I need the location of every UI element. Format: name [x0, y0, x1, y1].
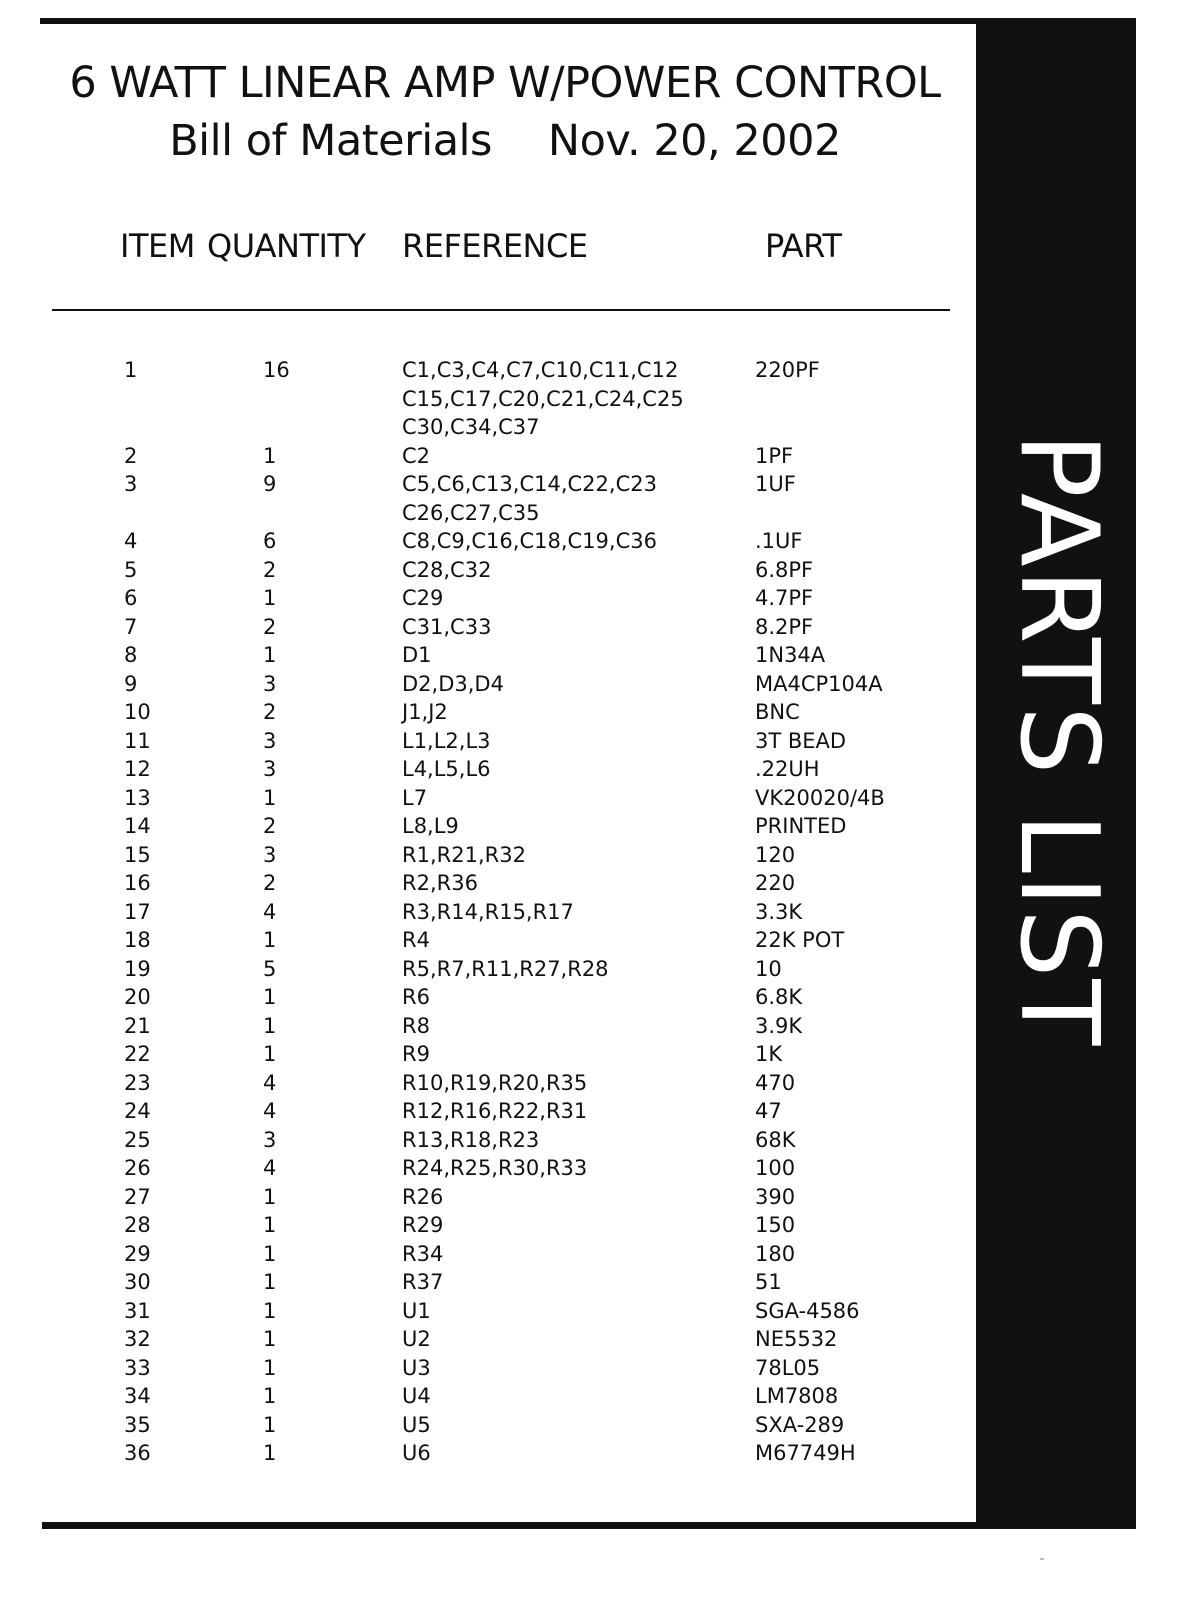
- cell-part: MA4CP104A: [755, 671, 883, 696]
- table-row: [0, 641, 970, 670]
- cell-reference: [402, 1183, 970, 1212]
- cell-item: 35: [124, 1412, 151, 1437]
- cell-quantity: 16: [263, 358, 290, 382]
- cell-part: LM7808: [755, 1384, 839, 1408]
- reference-line: L8,L9: [402, 814, 459, 838]
- table-row: [0, 556, 970, 585]
- cell-quantity: 2: [263, 700, 277, 724]
- reference-line: L4,L5,L6: [402, 757, 491, 781]
- table-row: [0, 1040, 970, 1069]
- cell-quantity: 4: [263, 1099, 277, 1123]
- header-divider: [52, 309, 950, 311]
- table-row: [0, 727, 970, 756]
- cell-item: 30: [124, 1270, 151, 1294]
- cell-item: 23: [124, 1070, 151, 1095]
- table-row: [0, 1325, 970, 1354]
- cell-quantity: 4: [263, 899, 277, 924]
- cell-item: 9: [124, 671, 138, 696]
- cell-item: 3: [124, 472, 138, 496]
- cell-reference: [402, 1268, 970, 1297]
- reference-line: C29: [402, 586, 444, 610]
- cell-reference: [402, 727, 970, 756]
- cell-quantity: 3: [263, 1127, 277, 1152]
- cell-part: BNC: [755, 700, 800, 724]
- cell-part: 1N34A: [755, 643, 826, 667]
- cell-part: 51: [755, 1270, 782, 1294]
- cell-part: 6.8PF: [755, 557, 814, 582]
- cell-part: 8.2PF: [755, 614, 814, 639]
- cell-quantity: 3: [263, 757, 277, 781]
- cell-reference: [402, 1012, 970, 1041]
- cell-reference: [402, 1126, 970, 1155]
- cell-quantity: 2: [263, 614, 277, 639]
- cell-reference: [402, 898, 970, 927]
- reference-line: C30,C34,C37: [402, 415, 540, 439]
- reference-line: D2,D3,D4: [402, 671, 504, 696]
- cell-quantity: 2: [263, 557, 277, 582]
- cell-part: SGA-4586: [755, 1298, 860, 1323]
- document-subtitle: [50, 116, 960, 166]
- table-row: [0, 1240, 970, 1269]
- cell-reference: [402, 1354, 970, 1383]
- cell-quantity: 1: [263, 1412, 277, 1437]
- reference-line: R4: [402, 928, 430, 952]
- cell-part: 150: [755, 1213, 796, 1237]
- cell-quantity: 1: [263, 785, 277, 810]
- cell-quantity: 1: [263, 1184, 277, 1209]
- cell-quantity: 1: [263, 1327, 277, 1351]
- reference-line: L7: [402, 785, 428, 810]
- cell-quantity: 9: [263, 472, 277, 496]
- cell-reference: [402, 1411, 970, 1440]
- cell-quantity: 1: [263, 1241, 277, 1266]
- reference-line: R29: [402, 1213, 444, 1237]
- cell-part: 47: [755, 1099, 782, 1123]
- cell-item: 32: [124, 1327, 151, 1351]
- cell-part: 1K: [755, 1042, 783, 1066]
- cell-reference: [402, 356, 970, 442]
- cell-part: 10: [755, 956, 782, 981]
- cell-part: 220: [755, 871, 796, 895]
- reference-line: U2: [402, 1327, 431, 1351]
- reference-line: C5,C6,C13,C14,C22,C23: [402, 472, 657, 496]
- cell-quantity: 1: [263, 1270, 277, 1294]
- reference-line: C28,C32: [402, 557, 492, 582]
- table-row: [0, 470, 970, 527]
- reference-line: C1,C3,C4,C7,C10,C11,C12: [402, 358, 679, 382]
- reference-line: R10,R19,R20,R35: [402, 1070, 588, 1095]
- cell-item: 13: [124, 785, 151, 810]
- cell-part: 220PF: [755, 358, 820, 382]
- reference-line: C2: [402, 443, 431, 468]
- reference-line: R3,R14,R15,R17: [402, 899, 574, 924]
- reference-line: R2,R36: [402, 871, 478, 895]
- cell-item: 14: [124, 814, 151, 838]
- cell-reference: [402, 955, 970, 984]
- cell-reference: [402, 1439, 970, 1468]
- cell-part: 3.3K: [755, 899, 803, 924]
- reference-line: U5: [402, 1412, 431, 1437]
- cell-item: 6: [124, 586, 138, 610]
- table-row: [0, 1439, 970, 1468]
- reference-line: R24,R25,R30,R33: [402, 1156, 588, 1180]
- cell-item: 12: [124, 757, 151, 781]
- table-row: [0, 670, 970, 699]
- table-row: [0, 955, 970, 984]
- cell-item: 24: [124, 1099, 151, 1123]
- cell-part: .1UF: [755, 529, 803, 553]
- reference-line: R6: [402, 985, 430, 1009]
- cell-reference: [402, 1211, 970, 1240]
- cell-reference: [402, 983, 970, 1012]
- table-row: [0, 1069, 970, 1098]
- cell-quantity: 6: [263, 529, 277, 553]
- table-row: [0, 1211, 970, 1240]
- cell-reference: [402, 1154, 970, 1183]
- cell-quantity: 1: [263, 1355, 277, 1380]
- table-row: [0, 442, 970, 471]
- table-row: [0, 1268, 970, 1297]
- cell-part: 390: [755, 1184, 796, 1209]
- cell-item: 34: [124, 1384, 151, 1408]
- reference-line: R37: [402, 1270, 444, 1294]
- table-row: [0, 356, 970, 442]
- cell-part: 100: [755, 1156, 796, 1180]
- reference-line: R8: [402, 1013, 430, 1038]
- cell-item: 11: [124, 728, 151, 753]
- reference-line: R9: [402, 1042, 430, 1066]
- cell-quantity: 1: [263, 586, 277, 610]
- table-row: [0, 1126, 970, 1155]
- cell-part: 3T BEAD: [755, 728, 847, 753]
- document-date: Nov. 20, 2002: [547, 116, 841, 166]
- cell-reference: [402, 1240, 970, 1269]
- table-row: [0, 1012, 970, 1041]
- table-row: [0, 755, 970, 784]
- cell-reference: [402, 470, 970, 527]
- cell-item: 16: [124, 871, 151, 895]
- cell-quantity: 5: [263, 956, 277, 981]
- cell-item: 36: [124, 1441, 151, 1465]
- table-row: [0, 527, 970, 556]
- top-border-rule: [40, 18, 1136, 24]
- cell-quantity: 3: [263, 728, 277, 753]
- cell-part: M67749H: [755, 1441, 856, 1465]
- cell-quantity: 1: [263, 1213, 277, 1237]
- cell-part: 68K: [755, 1127, 796, 1152]
- cell-quantity: 4: [263, 1156, 277, 1180]
- subtitle-label: Bill of Materials: [169, 116, 492, 166]
- cell-reference: [402, 784, 970, 813]
- scan-speck: [1040, 1558, 1044, 1560]
- cell-part: .22UH: [755, 757, 820, 781]
- cell-reference: [402, 1382, 970, 1411]
- reference-line: U4: [402, 1384, 431, 1408]
- reference-line: C15,C17,C20,C21,C24,C25: [402, 386, 684, 411]
- cell-item: 20: [124, 985, 151, 1009]
- cell-item: 31: [124, 1298, 151, 1323]
- document-title: 6 WATT LINEAR AMP W/POWER CONTROL: [69, 58, 941, 108]
- reference-line: R12,R16,R22,R31: [402, 1099, 588, 1123]
- cell-part: 78L05: [755, 1355, 821, 1380]
- cell-reference: [402, 556, 970, 585]
- cell-quantity: 2: [263, 814, 277, 838]
- table-row: [0, 784, 970, 813]
- reference-line: C26,C27,C35: [402, 500, 540, 525]
- table-row: [0, 1382, 970, 1411]
- cell-quantity: 1: [263, 1013, 277, 1038]
- cell-part: 180: [755, 1241, 796, 1266]
- cell-item: 1: [124, 358, 138, 382]
- table-row: [0, 613, 970, 642]
- table-row: [0, 1411, 970, 1440]
- reference-line: L1,L2,L3: [402, 728, 491, 753]
- cell-quantity: 2: [263, 871, 277, 895]
- cell-quantity: 1: [263, 1298, 277, 1323]
- reference-line: R26: [402, 1184, 444, 1209]
- cell-quantity: 3: [263, 671, 277, 696]
- cell-part: 4.7PF: [755, 586, 814, 610]
- cell-reference: [402, 670, 970, 699]
- cell-reference: [402, 869, 970, 898]
- cell-reference: [402, 1097, 970, 1126]
- cell-item: 8: [124, 643, 138, 667]
- cell-part: PRINTED: [755, 814, 847, 838]
- cell-reference: [402, 812, 970, 841]
- table-row: [0, 1297, 970, 1326]
- cell-quantity: 3: [263, 842, 277, 867]
- cell-item: 27: [124, 1184, 151, 1209]
- cell-item: 22: [124, 1042, 151, 1066]
- cell-quantity: 1: [263, 1042, 277, 1066]
- table-row: [0, 926, 970, 955]
- reference-line: R1,R21,R32: [402, 842, 526, 867]
- table-row: [0, 869, 970, 898]
- cell-part: VK20020/4B: [755, 785, 885, 810]
- cell-item: 19: [124, 956, 151, 981]
- reference-line: C8,C9,C16,C18,C19,C36: [402, 529, 657, 553]
- reference-line: R13,R18,R23: [402, 1127, 540, 1152]
- cell-item: 17: [124, 899, 151, 924]
- cell-part: 120: [755, 842, 796, 867]
- cell-part: 1UF: [755, 472, 796, 496]
- reference-line: R34: [402, 1241, 444, 1266]
- reference-line: J1,J2: [402, 700, 448, 724]
- reference-line: U1: [402, 1298, 431, 1323]
- cell-reference: [402, 1069, 970, 1098]
- cell-reference: [402, 926, 970, 955]
- cell-part: 3.9K: [755, 1013, 803, 1038]
- table-row: [0, 812, 970, 841]
- column-header-reference: REFERENCE: [402, 227, 588, 265]
- table-row: [0, 898, 970, 927]
- side-banner-label: PARTS LIST: [996, 432, 1121, 1048]
- cell-reference: [402, 442, 970, 471]
- cell-reference: [402, 1297, 970, 1326]
- table-row: [0, 584, 970, 613]
- cell-item: 15: [124, 842, 151, 867]
- cell-item: 2: [124, 443, 138, 468]
- cell-quantity: 1: [263, 443, 277, 468]
- table-row: [0, 1183, 970, 1212]
- cell-quantity: 1: [263, 1384, 277, 1408]
- cell-part: 470: [755, 1070, 796, 1095]
- cell-reference: [402, 641, 970, 670]
- reference-line: R5,R7,R11,R27,R28: [402, 956, 609, 981]
- cell-part: SXA-289: [755, 1412, 845, 1437]
- cell-item: 5: [124, 557, 138, 582]
- cell-quantity: 1: [263, 643, 277, 667]
- column-header-quantity: QUANTITY: [207, 227, 366, 265]
- bottom-border-rule: [42, 1522, 1136, 1529]
- cell-item: 4: [124, 529, 138, 553]
- cell-part: NE5532: [755, 1327, 838, 1351]
- table-row: [0, 1354, 970, 1383]
- table-row: [0, 983, 970, 1012]
- cell-item: 21: [124, 1013, 151, 1038]
- cell-item: 29: [124, 1241, 151, 1266]
- column-header-item: ITEM: [120, 227, 195, 265]
- cell-reference: [402, 755, 970, 784]
- cell-reference: [402, 584, 970, 613]
- table-row: [0, 1097, 970, 1126]
- cell-item: 33: [124, 1355, 151, 1380]
- cell-reference: [402, 841, 970, 870]
- cell-reference: [402, 1040, 970, 1069]
- reference-line: D1: [402, 643, 432, 667]
- table-row: [0, 698, 970, 727]
- cell-quantity: 4: [263, 1070, 277, 1095]
- table-row: [0, 841, 970, 870]
- cell-item: 26: [124, 1156, 151, 1180]
- column-header-part: PART: [765, 227, 842, 265]
- reference-line: U6: [402, 1441, 431, 1465]
- table-row: [0, 1154, 970, 1183]
- cell-reference: [402, 527, 970, 556]
- cell-part: 6.8K: [755, 985, 803, 1009]
- cell-item: 28: [124, 1213, 151, 1237]
- cell-quantity: 1: [263, 1441, 277, 1465]
- cell-reference: [402, 698, 970, 727]
- cell-item: 18: [124, 928, 151, 952]
- cell-part: 1PF: [755, 443, 794, 468]
- cell-item: 10: [124, 700, 151, 724]
- cell-part: 22K POT: [755, 928, 845, 952]
- cell-item: 7: [124, 614, 138, 639]
- parts-table: [0, 356, 970, 1468]
- cell-reference: [402, 613, 970, 642]
- reference-line: U3: [402, 1355, 431, 1380]
- cell-quantity: 1: [263, 928, 277, 952]
- cell-quantity: 1: [263, 985, 277, 1009]
- cell-item: 25: [124, 1127, 151, 1152]
- reference-line: C31,C33: [402, 614, 492, 639]
- cell-reference: [402, 1325, 970, 1354]
